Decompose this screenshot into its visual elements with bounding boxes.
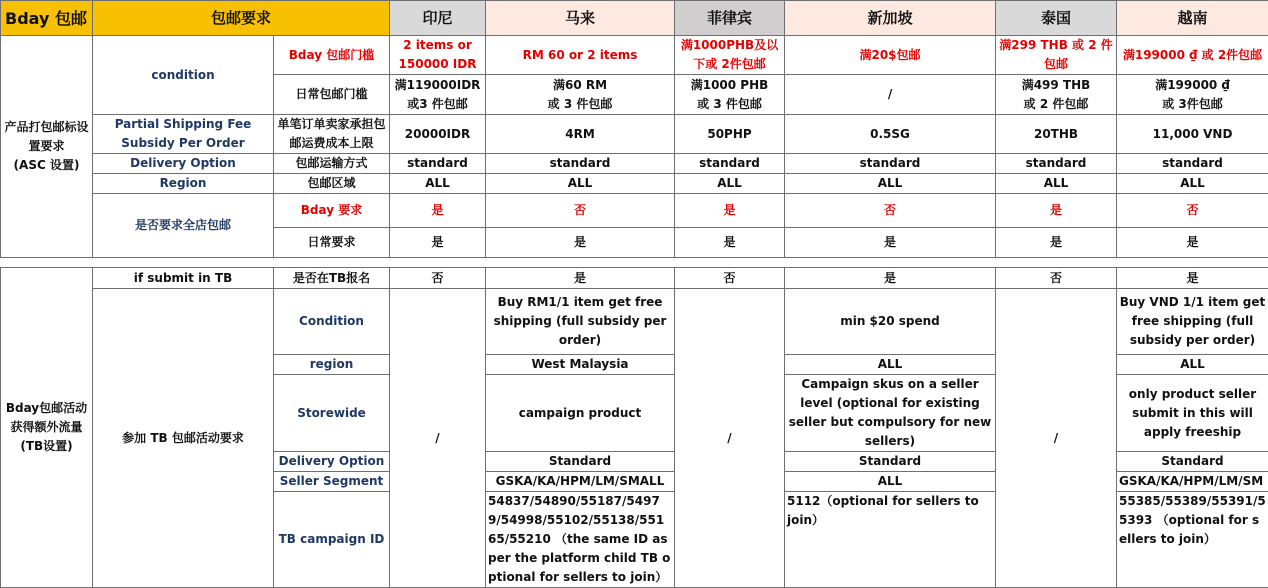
bday-req-my: 否 bbox=[486, 194, 675, 228]
delivery-row bbox=[1, 154, 1268, 174]
tb-submit-id: 否 bbox=[390, 268, 486, 289]
header-row bbox=[1, 1, 1268, 36]
subsidy-vn: 11,000 VND bbox=[1117, 115, 1268, 154]
condition-label: condition bbox=[93, 36, 274, 115]
delivery-cn-label: 包邮运输方式 bbox=[274, 154, 390, 174]
tb-storewide-sg: Campaign skus on a seller level (optional for existing seller but compulsory for new sellers) bbox=[785, 375, 996, 452]
bday-req-ph: 是 bbox=[675, 194, 785, 228]
requirement-header: 包邮要求 bbox=[93, 1, 390, 36]
bday-storewide-row bbox=[1, 194, 1268, 228]
daily-req-vn: 是 bbox=[1117, 228, 1268, 258]
tb-delivery-my: Standard bbox=[486, 452, 675, 472]
country-header-ph: 菲律宾 bbox=[675, 1, 785, 36]
tb-storewide-my: campaign product bbox=[486, 375, 675, 452]
storewide-label: 是否要求全店包邮 bbox=[93, 194, 274, 258]
bday-req-th: 是 bbox=[996, 194, 1117, 228]
tb-th-slash: / bbox=[996, 289, 1117, 588]
daily-req-id: 是 bbox=[390, 228, 486, 258]
daily-threshold-my: 满60 RM 或 3 件包邮 bbox=[486, 75, 675, 115]
tb-submit-cn-label: 是否在TB报名 bbox=[274, 268, 390, 289]
daily-threshold-id: 满119000IDR 或3 件包邮 bbox=[390, 75, 486, 115]
daily-req-my: 是 bbox=[486, 228, 675, 258]
daily-threshold-vn: 满199000 ₫ 或 3件包邮 bbox=[1117, 75, 1268, 115]
tb-storewide-label: Storewide bbox=[274, 375, 390, 452]
tb-storewide-vn: only product seller submit in this will apply freeship bbox=[1117, 375, 1268, 452]
daily-threshold-label: 日常包邮门槛 bbox=[274, 75, 390, 115]
tb-campaign-label: TB campaign ID bbox=[274, 492, 390, 588]
delivery-ph: standard bbox=[675, 154, 785, 174]
tb-submit-row bbox=[1, 268, 1268, 289]
tb-submit-label: if submit in TB bbox=[93, 268, 274, 289]
tb-delivery-label: Delivery Option bbox=[274, 452, 390, 472]
tb-delivery-vn: Standard bbox=[1117, 452, 1268, 472]
bday-threshold-my: RM 60 or 2 items bbox=[486, 36, 675, 75]
country-header-sg: 新加坡 bbox=[785, 1, 996, 36]
region-row bbox=[1, 174, 1268, 194]
bday-threshold-id: 2 items or 150000 IDR bbox=[390, 36, 486, 75]
tb-submit-my: 是 bbox=[486, 268, 675, 289]
tb-segment-label: Seller Segment bbox=[274, 472, 390, 492]
delivery-id: standard bbox=[390, 154, 486, 174]
tb-campaign-vn: 55385/55389/55391/55393 （optional for sellers to join） bbox=[1117, 492, 1268, 588]
region-vn: ALL bbox=[1117, 174, 1268, 194]
tb-condition-vn: Buy VND 1/1 item get free shipping (full subsidy per order) bbox=[1117, 289, 1268, 355]
bday-threshold-vn: 满199000 ₫ 或 2件包邮 bbox=[1117, 36, 1268, 75]
country-header-vn: 越南 bbox=[1117, 1, 1268, 36]
tb-segment-sg: ALL bbox=[785, 472, 996, 492]
delivery-sg: standard bbox=[785, 154, 996, 174]
subsidy-ph: 50PHP bbox=[675, 115, 785, 154]
daily-req-sg: 是 bbox=[785, 228, 996, 258]
region-id: ALL bbox=[390, 174, 486, 194]
tb-submit-sg: 是 bbox=[785, 268, 996, 289]
bday-threshold-th: 满299 THB 或 2 件包邮 bbox=[996, 36, 1117, 75]
bday-threshold-row bbox=[1, 36, 1268, 75]
daily-threshold-sg: / bbox=[785, 75, 996, 115]
bday-req-sg: 否 bbox=[785, 194, 996, 228]
tb-segment-my: GSKA/KA/HPM/LM/SMALL bbox=[486, 472, 675, 492]
tb-condition-my: Buy RM1/1 item get free shipping (full subsidy per order) bbox=[486, 289, 675, 355]
tb-id-slash: / bbox=[390, 289, 486, 588]
bday-threshold-label: Bday 包邮门槛 bbox=[274, 36, 390, 75]
bday-req-label: Bday 要求 bbox=[274, 194, 390, 228]
tb-join-label: 参加 TB 包邮活动要求 bbox=[93, 289, 274, 588]
tb-section-label: Bday包邮活动获得额外流量 (TB设置) bbox=[1, 268, 93, 588]
tb-campaign-sg: 5112（optional for sellers to join） bbox=[785, 492, 996, 588]
subsidy-th: 20THB bbox=[996, 115, 1117, 154]
tb-condition-row bbox=[1, 289, 1268, 355]
daily-req-ph: 是 bbox=[675, 228, 785, 258]
subsidy-cn-label: 单笔订单卖家承担包邮运费成本上限 bbox=[274, 115, 390, 154]
daily-threshold-ph: 满1000 PHB 或 3 件包邮 bbox=[675, 75, 785, 115]
tb-submit-ph: 否 bbox=[675, 268, 785, 289]
daily-req-label: 日常要求 bbox=[274, 228, 390, 258]
bday-threshold-sg: 满20$包邮 bbox=[785, 36, 996, 75]
region-ph: ALL bbox=[675, 174, 785, 194]
region-label: Region bbox=[93, 174, 274, 194]
tb-condition-label: Condition bbox=[274, 289, 390, 355]
tb-segment-vn: GSKA/KA/HPM/LM/SM bbox=[1117, 472, 1268, 492]
asc-settings-table bbox=[0, 0, 1268, 258]
tb-delivery-sg: Standard bbox=[785, 452, 996, 472]
tb-settings-table bbox=[0, 267, 1268, 588]
bday-req-vn: 否 bbox=[1117, 194, 1268, 228]
page-title: Bday 包邮 bbox=[1, 1, 93, 36]
bday-req-id: 是 bbox=[390, 194, 486, 228]
region-cn-label: 包邮区域 bbox=[274, 174, 390, 194]
delivery-my: standard bbox=[486, 154, 675, 174]
bday-threshold-ph: 满1000PHB及以下或 2件包邮 bbox=[675, 36, 785, 75]
tb-region-vn: ALL bbox=[1117, 355, 1268, 375]
region-my: ALL bbox=[486, 174, 675, 194]
tb-region-label: region bbox=[274, 355, 390, 375]
tb-region-sg: ALL bbox=[785, 355, 996, 375]
region-sg: ALL bbox=[785, 174, 996, 194]
subsidy-row bbox=[1, 115, 1268, 154]
country-header-my: 马来 bbox=[486, 1, 675, 36]
tb-submit-vn: 是 bbox=[1117, 268, 1268, 289]
daily-req-th: 是 bbox=[996, 228, 1117, 258]
country-header-th: 泰国 bbox=[996, 1, 1117, 36]
tb-campaign-my: 54837/54890/55187/54979/54998/55102/55138/55165/55210 （the same ID as per the platform child TB optional for sellers to join） bbox=[486, 492, 675, 588]
subsidy-label: Partial Shipping Fee Subsidy Per Order bbox=[93, 115, 274, 154]
tb-submit-th: 否 bbox=[996, 268, 1117, 289]
subsidy-sg: 0.5SG bbox=[785, 115, 996, 154]
daily-threshold-th: 满499 THB 或 2 件包邮 bbox=[996, 75, 1117, 115]
tb-region-my: West Malaysia bbox=[486, 355, 675, 375]
asc-section-label: 产品打包邮标设置要求 (ASC 设置) bbox=[1, 36, 93, 258]
delivery-vn: standard bbox=[1117, 154, 1268, 174]
subsidy-my: 4RM bbox=[486, 115, 675, 154]
tb-ph-slash: / bbox=[675, 289, 785, 588]
tb-condition-sg: min $20 spend bbox=[785, 289, 996, 355]
region-th: ALL bbox=[996, 174, 1117, 194]
delivery-th: standard bbox=[996, 154, 1117, 174]
delivery-label: Delivery Option bbox=[93, 154, 274, 174]
subsidy-id: 20000IDR bbox=[390, 115, 486, 154]
country-header-id: 印尼 bbox=[390, 1, 486, 36]
